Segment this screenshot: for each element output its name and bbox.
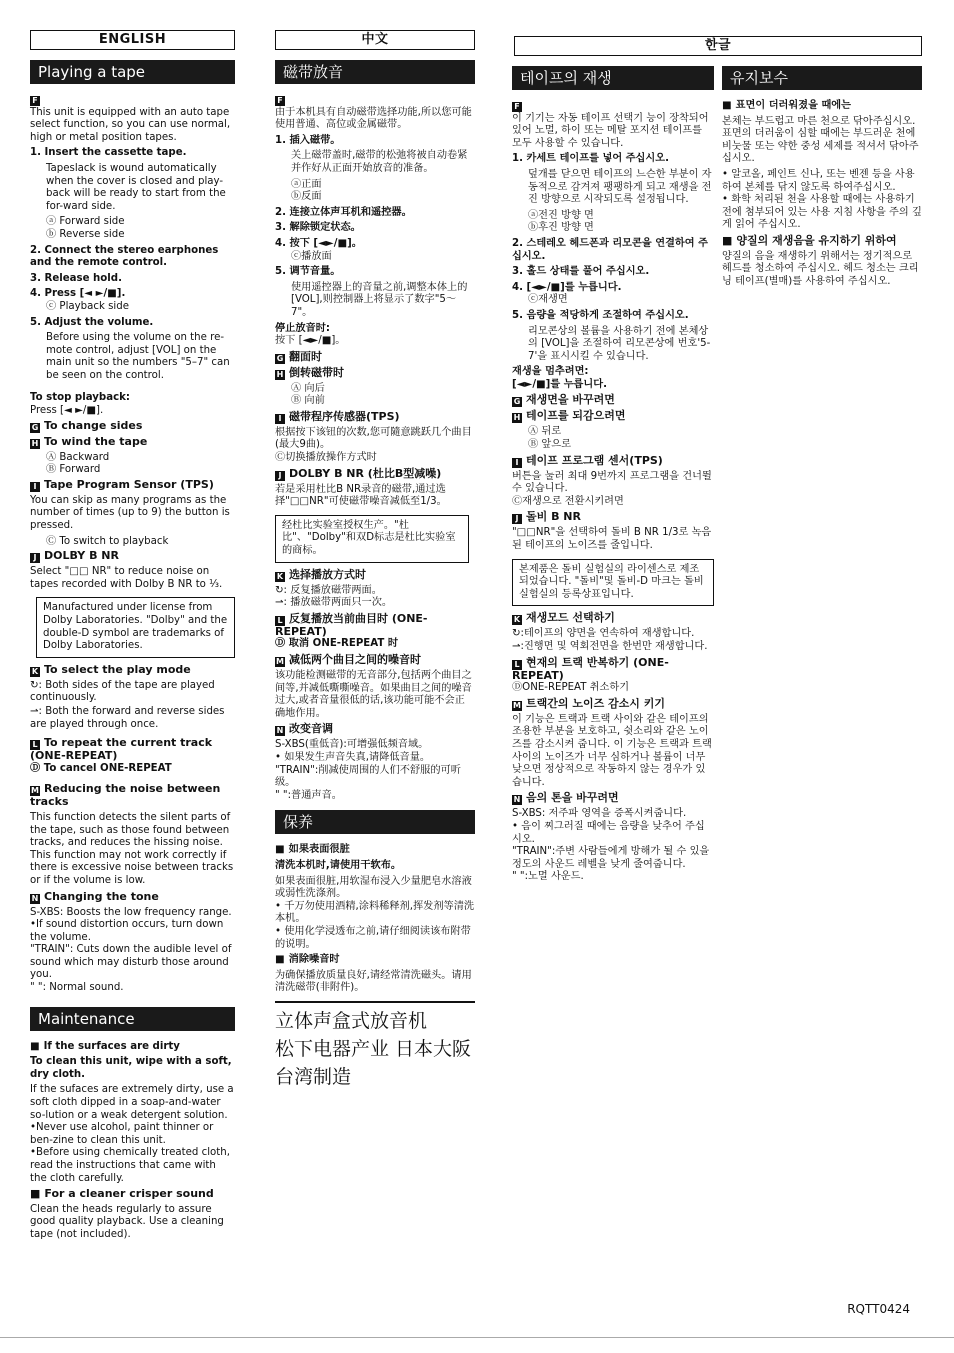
normal-text: " ": Normal sound.: [30, 982, 124, 994]
section-n-text: Changing the tone: [44, 889, 159, 903]
zh-section-g: [275, 351, 475, 364]
maintenance-title: Maintenance: [30, 1007, 235, 1031]
xbs-text: S-XBS: Boosts the low frequency range.: [30, 906, 232, 918]
zh-section-l-text: 反复播放当前曲目时 (ONE-REPEAT): [275, 611, 428, 638]
ko-k-a: ↻:테이프의 양면을 연속하여 재생합니다.: [512, 628, 695, 640]
ko-section-i-text: 테이프 프로그램 센서(TPS): [526, 453, 663, 467]
zh-section-i-text: 磁带程序传感器(TPS): [289, 409, 400, 423]
zh-key-h: H: [276, 369, 284, 379]
zh-dirty-note-2: • 使用化学浸透布之前,请仔细阅读该布附带的说明。: [275, 925, 471, 950]
zh-key-n: N: [276, 726, 284, 736]
ko-l-d: ⒹONE-REPEAT 취소하기: [512, 682, 630, 694]
key-h: H: [31, 438, 39, 448]
ko-section-m-text: 트랙간의 노이즈 감소시 키기: [526, 696, 665, 710]
section-j-text: DOLBY B NR: [44, 549, 119, 563]
zh-stop-text: 按下 [◄►/■]。: [275, 335, 346, 347]
ko-section-j-text: 돌비 B NR: [526, 510, 581, 524]
ko-step-1-a: ⓐ전진 방향 면: [528, 209, 594, 221]
k-a: ↻: Both sides of the tape are played continuously.: [30, 679, 215, 704]
zh-clean-heading: ■ 消除噪音时: [275, 954, 475, 967]
step-4-c: ⓒ Playback side: [46, 300, 129, 312]
step-1: 1. Insert the cassette tape.: [30, 147, 187, 159]
ko-stop-text: [◄►/■]를 누릅니다.: [512, 378, 607, 390]
ko-xbs-note: • 음이 찌그러질 때에는 음량을 낮추어 주십시오.: [512, 820, 705, 845]
zh-k-b: ⇀: 播放磁带两面只一次。: [275, 597, 393, 609]
section-l-text: To repeat the current track (ONE-REPEAT): [30, 736, 213, 763]
step-2: 2. Connect the stereo earphones and the remote control.: [30, 244, 219, 269]
ko-clean-heading: ■ 양질의 재생음을 유지하기 위하여: [722, 235, 922, 248]
zh-h-b: Ⓑ 向前: [291, 395, 325, 407]
english-header: ENGLISH: [30, 30, 235, 50]
dirty-bold: To clean this unit, wipe with a soft, dry cloth.: [30, 1056, 232, 1080]
ko-section-n-text: 음의 톤을 바꾸려면: [526, 791, 619, 805]
xbs-note: •If sound distortion occurs, turn down the volume.: [30, 919, 224, 943]
section-k: [30, 664, 235, 677]
bottom-edge: [0, 1337, 954, 1338]
zh-section-h: [275, 367, 475, 380]
zh-step-key-f: F: [275, 96, 285, 106]
zh-j-desc: 若是采用杜比B NR录音的磁带,通过选择"□□NR"可使磁带噪音减低至1/3。: [275, 483, 447, 508]
key-j: J: [30, 553, 40, 563]
ko-h-b: Ⓑ 앞으로: [528, 439, 571, 451]
zh-step-5-desc: 使用遥控器上的音量之前,调整本体上的[VOL],则控制器上将显示了数字"5～7"。: [291, 281, 468, 318]
section-n: [30, 891, 235, 904]
ko-section-i: [512, 455, 714, 468]
ko-key-l: L: [512, 660, 522, 670]
ko-h-a: Ⓐ 뒤로: [528, 426, 562, 438]
zh-section-m-text: 减低两个曲目之间的噪音时: [289, 653, 421, 666]
english-column: [30, 30, 235, 1245]
zh-maintenance-title: 保养: [275, 810, 475, 834]
ko-k-b: ⇀:진행면 및 역회전면을 한번만 재생합니다.: [512, 641, 708, 652]
zh-step-4: 4. 按下 [◄►/■]。: [275, 237, 362, 249]
h-b: Ⓑ Forward: [46, 464, 101, 476]
ko-section-l: [512, 657, 714, 683]
step-1-b: ⓑ Reverse side: [46, 228, 125, 240]
zh-key-i: I: [275, 414, 285, 424]
korean-maintenance-column: [722, 66, 922, 291]
zh-key-k: K: [276, 571, 284, 581]
step-3: 3. Release hold.: [30, 272, 122, 284]
zh-dirty-desc: 如果表面很脏,用软湿布浸入少量肥皂水溶液或弱性洗涤剂。: [275, 875, 472, 900]
ko-m-desc: 이 기능은 트랙과 트랙 사이와 같은 테이프의 조용한 부분을 보호하고, 쉿소리와 같은 노이즈를 감소시켜 줍니다. 이 기능은 트랙과 트랙 사이의 노이즈가 너무 심하거나 볼륨이 너무 낮으면 정상적으로 작동하지 않는 경우가 있습니다.: [512, 713, 712, 788]
train-text: "TRAIN": Cuts down the audible level of sound which may disturb those around you.: [30, 944, 232, 981]
zh-section-j-text: DOLBY B NR (杜比B型减噪): [289, 466, 442, 480]
k-b: ⇀: Both the forward and reverse sides are played through once.: [30, 705, 225, 730]
key-k: K: [31, 666, 39, 676]
intro-text: This unit is equipped with an auto tape select function, so you can use normal, high or metal position tapes.: [30, 106, 231, 143]
zh-section-m: [275, 654, 475, 667]
dirty-heading: ■ If the surfaces are dirty: [30, 1041, 235, 1054]
j-desc: Select "□□ NR" to reduce noise on tapes recorded with Dolby B NR to ⅓.: [30, 566, 223, 590]
key-l: L: [30, 740, 40, 750]
stop-heading: To stop playback:: [30, 392, 130, 404]
section-k-text: To select the play mode: [44, 662, 191, 676]
h-a: Ⓐ Backward: [46, 451, 110, 463]
zh-normal: " ":普通声音。: [275, 789, 342, 801]
ko-train: "TRAIN":주변 사람들에게 방해가 될 수 있을 정도의 사운드 레벨을 낮게 줄여줍니다.: [512, 846, 710, 870]
zh-section-i: [275, 411, 475, 424]
zh-l-d: Ⓓ 取消 ONE-REPEAT 时: [275, 638, 399, 650]
zh-key-l: L: [275, 616, 285, 626]
zh-step-4-c: ⓒ播放面: [291, 250, 332, 262]
zh-section-k-text: 选择播放方式时: [289, 567, 366, 581]
step-5: 5. Adjust the volume.: [30, 316, 154, 328]
i-c: Ⓒ To switch to playback: [46, 535, 169, 547]
ko-section-n: [512, 792, 714, 805]
zh-product-info: [275, 1001, 475, 1091]
zh-section-h-text: 倒转磁带时: [289, 365, 344, 379]
section-i: [30, 479, 235, 492]
step-5-desc: Before using the volume on the re-mote control, adjust [VOL] on the main unit so the numbers "5–7" can be seen on the control.: [46, 332, 230, 381]
ko-dolby-notice: 본제품은 돌비 실험실의 라이센스로 제조되었습니다. "돌비"및 돌비-D 마크는 돌비 실험실의 등록상표입니다.: [512, 559, 714, 607]
ko-step-5: 5. 음량을 적당하게 조절하여 주십시오.: [512, 309, 689, 321]
ko-section-l-text: 현재의 트랙 반복하기 (ONE-REPEAT): [512, 655, 669, 682]
ko-key-m: M: [513, 700, 521, 710]
clean-desc: Clean the heads regularly to assure good quality playback. Use a cleaning tape (not included).: [30, 1203, 224, 1240]
ko-section-h: [512, 410, 714, 423]
step-4: 4. Press [◄ ►/■].: [30, 288, 126, 300]
ko-maintenance-title: 유지보수: [722, 66, 922, 90]
ko-playing-title: 테이프의 재생: [512, 66, 714, 90]
ko-dirty-heading: ■ 표면이 더러워졌을 때에는: [722, 100, 922, 113]
zh-section-l: [275, 613, 475, 639]
ko-step-2: 2. 스테레오 헤드폰과 리모콘을 연결하여 주십시오.: [512, 237, 708, 262]
ko-dirty-note-2: • 화학 처리된 천을 사용할 때에는 사용하기 전에 첨부되어 있는 사용 지침 사항을 주의 깊게 읽어 주십시오.: [722, 194, 922, 231]
ko-step-1-b: ⓑ후진 방향 면: [528, 222, 594, 234]
step-1-desc: Tapeslack is wound automatically when the cover is closed and play-back will be ready to start from the for-ward side.: [46, 162, 226, 212]
clean-heading: ■ For a cleaner crisper sound: [30, 1188, 235, 1201]
ko-intro: 이 기기는 자동 테이프 선택기 능이 장착되어 있어 노멀, 하이 또는 메탈 포지션 테이프를 모두 사용할 수 있습니다.: [512, 112, 709, 149]
zh-step-1-desc: 关上磁带盖时,磁带的松弛将被自动卷紧并作好从正面开始放音的准备。: [291, 150, 468, 174]
ko-section-j: [512, 511, 714, 524]
ko-key-j: J: [512, 514, 522, 524]
ko-section-g-text: 재생면을 바꾸려면: [526, 393, 615, 407]
ko-step-3: 3. 홀드 상태를 풀어 주십시오.: [512, 266, 650, 278]
korean-header-label: 한글: [514, 36, 922, 56]
zh-key-g: G: [276, 353, 284, 363]
zh-dirty-heading: ■ 如果表面很脏: [275, 844, 475, 857]
zh-dolby-notice: 经杜比实验室授权生产。"杜比"、"Dolby"和双D标志是杜比实验室的商标。: [275, 515, 469, 563]
ko-normal: " ":노멀 사운드.: [512, 871, 584, 883]
zh-section-n: [275, 723, 475, 736]
zh-dirty-bold: 清洗本机时,请使用干软布。: [275, 859, 402, 871]
ko-step-5-desc: 리모콘상의 볼륨을 사용하기 전에 본체상의 [VOL]을 조절하여 리모콘상에 번호'5-7'을 표시시킬 수 있습니다.: [528, 325, 711, 362]
zh-section-g-text: 翻面时: [289, 349, 322, 363]
section-m-text: Reducing the noise between tracks: [30, 782, 221, 809]
dirty-desc: If the sufaces are extremely dirty, use a soft cloth dipped in a soap-and-water so-lution or a weak detergent solution.: [30, 1084, 234, 1121]
ko-key-i: I: [512, 458, 522, 468]
zh-xbs: S-XBS(重低音):可增强低频音域。: [275, 739, 429, 751]
dirty-note-2: •Before using chemically treated cloth, read the instructions that came with the cloth carefully.: [30, 1147, 230, 1184]
zh-product-name: 立体声盒式放音机: [275, 1009, 428, 1032]
section-l: [30, 737, 235, 763]
zh-step-1: 1. 插入磁带。: [275, 134, 341, 146]
zh-h-a: Ⓐ 向后: [291, 382, 325, 394]
zh-step-5: 5. 调节音量。: [275, 266, 341, 278]
section-h: [30, 436, 235, 449]
key-g: G: [31, 422, 39, 432]
key-n: N: [31, 893, 39, 903]
dolby-notice: Manufactured under license from Dolby Laboratories. "Dolby" and the double-D symbol are trademarks of Dolby Laboratories.: [36, 597, 235, 657]
ko-key-g: G: [513, 397, 521, 407]
section-i-text: Tape Program Sensor (TPS): [44, 477, 214, 491]
ko-stop-heading: 재생을 멈추려면:: [512, 366, 589, 378]
zh-clean-desc: 为确保播放质量良好,请经常清洗磁头。请用清洗磁带(非附件)。: [275, 969, 472, 994]
zh-i-desc: 根据按下该钮的次数,您可隨意跳跃几个曲目(最大9曲)。: [275, 426, 472, 451]
section-h-text: To wind the tape: [44, 434, 148, 448]
zh-origin: 台湾制造: [275, 1065, 352, 1088]
zh-intro: 由于本机具有自动磁带选择功能,所以您可能使用普通、高位或金属磁带。: [275, 106, 472, 131]
ko-clean-desc: 양질의 음을 재생하기 위해서는 정기적으로 헤드를 청소하여 주십시오. 헤드 청소는 크리닝 테이프(별매)를 사용하여 주십시오.: [722, 250, 919, 287]
ko-key-n: N: [513, 795, 521, 805]
m-desc: This function detects the silent parts of the tape, such as those found between tracks, and reduces the hissing noise. This function may not work correctly if there is excessive noise between tracks or if the volume is low.: [30, 811, 234, 886]
model-code: RQTT0424: [847, 1302, 910, 1316]
key-i: I: [30, 482, 40, 492]
ko-section-m: [512, 698, 714, 711]
zh-xbs-note: • 如果发生声音失真,请降低音量。: [275, 751, 431, 763]
step-key-f: F: [30, 96, 40, 106]
zh-stop-heading: 停止放音时:: [275, 322, 331, 334]
ko-section-k: [512, 612, 714, 625]
ko-step-4-c: ⓒ재생면: [528, 294, 568, 306]
zh-section-j: [275, 468, 475, 481]
ko-step-1-desc: 덮개를 닫으면 테이프의 느슨한 부분이 자동적으로 감겨져 팽팽하게 되고 재생을 전진 방향으로 시작되도록 설정됩니다.: [528, 168, 712, 206]
zh-key-j: J: [275, 471, 285, 481]
zh-i-c: Ⓒ切换播放操作方式时: [275, 452, 377, 464]
ko-step-key-f: F: [512, 102, 522, 112]
ko-key-h: H: [513, 413, 521, 423]
ko-i-c: Ⓒ재생으로 전환시키려면: [512, 495, 624, 507]
zh-section-n-text: 改变音调: [289, 722, 333, 736]
zh-key-m: M: [276, 657, 284, 666]
stop-text: Press [◄ ►/■].: [30, 405, 104, 417]
ko-dirty-desc: 본체는 부드럽고 마른 천으로 닦아주십시오. 표면의 더러움이 심할 때에는 부드러운 천에 비눗물 또는 약한 중성 세제를 적셔서 닦아주십시오.: [722, 115, 919, 165]
korean-column: [512, 66, 714, 887]
dirty-note-1: •Never use alcohol, paint thinner or ben-zine to clean this unit.: [30, 1122, 214, 1146]
ko-i-desc: 버튼을 눌러 최대 9번까지 프로그램을 건너뛸 수 있습니다.: [512, 470, 712, 495]
section-j: [30, 550, 235, 563]
ko-j-desc: "□□NR"을 선택하여 돌비 B NR 1/3로 녹음된 테이프의 노이즈를 줄입니다.: [512, 527, 712, 552]
playing-title: Playing a tape: [30, 60, 235, 84]
section-m: [30, 783, 235, 809]
ko-step-1: 1. 카세트 테이프를 넣어 주십시오.: [512, 153, 669, 165]
ko-dirty-note-1: • 알코올, 페인트 신나, 또는 벤젠 등을 사용하여 본체를 닦지 않도록 하여주십시오.: [722, 168, 915, 193]
zh-step-1-a: ⓐ正面: [291, 178, 322, 190]
chinese-column: [275, 30, 475, 1091]
zh-train: "TRAIN":削减使周围的人们不舒服的可听级。: [275, 764, 461, 789]
ko-section-h-text: 테이프를 되감으려면: [526, 409, 626, 423]
zh-playing-title: 磁带放音: [275, 60, 475, 84]
zh-section-k: [275, 569, 475, 582]
zh-k-a: ↻: 反复播放磁带两面。: [275, 584, 382, 596]
zh-maker: 松下电器产业 日本大阪: [275, 1037, 472, 1060]
key-m: M: [31, 786, 39, 796]
korean-header: [514, 36, 922, 66]
l-d: Ⓓ To cancel ONE-REPEAT: [30, 762, 172, 774]
step-1-a: ⓐ Forward side: [46, 216, 125, 228]
zh-step-1-b: ⓑ反面: [291, 191, 322, 203]
zh-m-desc: 该功能检测磁带的无音部分,包括两个曲目之间等,并减低嘶嘶噪音。如果曲目之间的噪音过大,或者音量很低的话,该功能可能不会正确地作用。: [275, 670, 472, 719]
zh-dirty-note-1: • 千万勿使用酒精,涂料稀释剂,挥发剂等清洗本机。: [275, 900, 475, 925]
chinese-header: 中文: [275, 30, 475, 50]
zh-step-3: 3. 解除锁定状态。: [275, 222, 361, 234]
ko-xbs: S-XBS: 저주파 영역을 증폭시켜줍니다.: [512, 808, 687, 820]
section-g: [30, 420, 235, 433]
zh-step-2: 2. 连接立体声耳机和遥控器。: [275, 206, 412, 218]
ko-step-4: 4. [◄►/■]를 누릅니다.: [512, 281, 622, 293]
section-g-text: To change sides: [44, 418, 143, 432]
ko-key-k: K: [513, 615, 521, 625]
i-desc: You can skip as many programs as the number of times (up to 9) the button is pressed.: [30, 494, 230, 532]
ko-section-k-text: 재생모드 선택하기: [526, 611, 615, 625]
ko-section-g: [512, 394, 714, 407]
